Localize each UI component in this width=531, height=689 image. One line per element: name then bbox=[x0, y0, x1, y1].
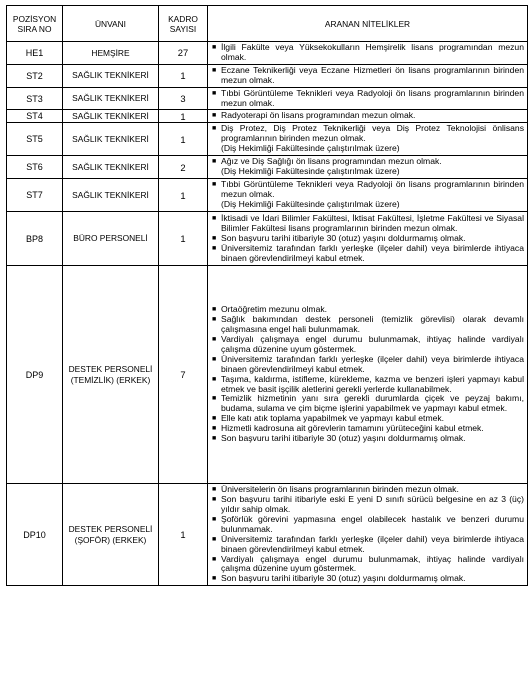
bullet-square-icon: ■ bbox=[212, 395, 217, 403]
requirements-list bbox=[211, 124, 524, 154]
table-row bbox=[7, 110, 528, 123]
requirement-item bbox=[211, 180, 524, 210]
requirements-cell bbox=[208, 42, 528, 65]
position-code: ST6 bbox=[7, 156, 63, 179]
bullet-square-icon: ■ bbox=[212, 435, 217, 443]
requirements-cell bbox=[208, 484, 528, 586]
bullet-square-icon: ■ bbox=[212, 375, 217, 383]
requirements-list bbox=[211, 66, 524, 86]
position-title: SAĞLIK TEKNİKERİ bbox=[63, 156, 159, 179]
requirement-text: Son başvuru tarihi itibariyle 30 (otuz) yaşını doldurmamış olmak. bbox=[221, 433, 466, 444]
requirements-list bbox=[211, 305, 524, 444]
bullet-square-icon: ■ bbox=[212, 66, 217, 74]
requirement-text: İlgili Fakülte veya Yüksekokulların Hemşirelik lisans programından mezun olmak. bbox=[221, 42, 524, 62]
requirement-text: Ağız ve Diş Sağlığı ön lisans programından mezun olmak. bbox=[221, 156, 442, 167]
position-title: DESTEK PERSONELİ (TEMİZLİK) (ERKEK) bbox=[63, 266, 159, 484]
requirement-text: Vardiyalı çalışmaya engel durumu bulunmamak, ihtiyaç halinde vardiyalı çalışma düzenine uyum göstermek. bbox=[221, 334, 524, 354]
position-count: 1 bbox=[159, 484, 208, 586]
requirement-item bbox=[211, 214, 524, 234]
positions-table bbox=[6, 5, 528, 586]
position-code: HE1 bbox=[7, 42, 63, 65]
requirements-cell bbox=[208, 64, 528, 87]
position-title: SAĞLIK TEKNİKERİ bbox=[63, 179, 159, 212]
requirement-text: Eczane Teknikerliği veya Eczane Hizmetleri ön lisans programlarının birinden mezun olmak. bbox=[221, 64, 524, 85]
bullet-square-icon: ■ bbox=[212, 181, 217, 189]
bullet-square-icon: ■ bbox=[212, 515, 217, 523]
header-title: ÜNVANI bbox=[63, 6, 159, 42]
requirement-item bbox=[211, 335, 524, 355]
position-title: SAĞLIK TEKNİKERİ bbox=[63, 110, 159, 123]
position-code: ST2 bbox=[7, 64, 63, 87]
position-title: BÜRO PERSONELİ bbox=[63, 212, 159, 266]
requirement-item bbox=[211, 394, 524, 414]
requirement-item bbox=[211, 375, 524, 395]
requirement-item bbox=[211, 535, 524, 555]
position-count: 1 bbox=[159, 123, 208, 156]
bullet-square-icon: ■ bbox=[212, 44, 217, 51]
requirements-cell bbox=[208, 179, 528, 212]
position-count: 7 bbox=[159, 266, 208, 484]
requirements-list bbox=[211, 43, 524, 63]
bullet-square-icon: ■ bbox=[212, 306, 217, 314]
requirement-item bbox=[211, 315, 524, 335]
requirement-item bbox=[211, 66, 524, 86]
requirement-text: Üniversitemiz tarafından farklı yerleşke (ilçeler dahil) veya birimlerde ihtiyaca binaen görevlendirilmeyi kabul etmek. bbox=[221, 533, 524, 554]
header-requirements: ARANAN NİTELİKLER bbox=[208, 6, 528, 42]
table-row bbox=[7, 179, 528, 212]
position-count: 3 bbox=[159, 87, 208, 110]
bullet-square-icon: ■ bbox=[212, 158, 217, 166]
bullet-square-icon: ■ bbox=[212, 555, 217, 563]
position-title: DESTEK PERSONELİ (ŞOFÖR) (ERKEK) bbox=[63, 484, 159, 586]
requirement-text: Ortaöğretim mezunu olmak. bbox=[221, 304, 328, 315]
requirements-list bbox=[211, 157, 524, 177]
requirements-cell bbox=[208, 87, 528, 110]
position-code: ST5 bbox=[7, 123, 63, 156]
requirements-list bbox=[211, 89, 524, 109]
bullet-square-icon: ■ bbox=[212, 415, 217, 423]
position-count: 27 bbox=[159, 42, 208, 65]
position-count: 1 bbox=[159, 212, 208, 266]
requirements-list bbox=[211, 111, 524, 121]
table-row bbox=[7, 266, 528, 484]
position-code: BP8 bbox=[7, 212, 63, 266]
position-title: SAĞLIK TEKNİKERİ bbox=[63, 87, 159, 110]
bullet-square-icon: ■ bbox=[212, 214, 217, 222]
requirement-text: Elle katı atık toplama yapabilmek ve yapmayı kabul etmek. bbox=[221, 413, 445, 424]
requirement-item bbox=[211, 434, 524, 444]
requirement-item bbox=[211, 515, 524, 535]
requirement-item bbox=[211, 574, 524, 584]
requirements-cell bbox=[208, 123, 528, 156]
table-row bbox=[7, 212, 528, 266]
requirement-item bbox=[211, 244, 524, 264]
requirement-text: Son başvuru tarihi itibariyle eski E yeni D sınıfı sürücü belgesine en az 3 (üç) yıldır sahip olmak. bbox=[221, 494, 524, 514]
table-row bbox=[7, 123, 528, 156]
requirement-text: Tıbbi Görüntüleme Teknikleri veya Radyoloji ön lisans programlarının birinden mezun olmak. bbox=[221, 87, 524, 108]
requirement-text: Tıbbi Görüntüleme Teknikleri veya Radyoloji ön lisans programlarının birinden mezun olmak. bbox=[221, 179, 524, 200]
requirements-cell bbox=[208, 212, 528, 266]
bullet-square-icon: ■ bbox=[212, 316, 217, 324]
bullet-square-icon: ■ bbox=[212, 244, 217, 252]
requirement-item bbox=[211, 89, 524, 109]
table-body bbox=[7, 42, 528, 586]
position-title: HEMŞİRE bbox=[63, 42, 159, 65]
requirements-list bbox=[211, 180, 524, 210]
requirement-text: Üniversitelerin ön lisans programlarının birinden mezun olmak. bbox=[221, 484, 459, 495]
requirements-cell bbox=[208, 110, 528, 123]
position-code: DP10 bbox=[7, 484, 63, 586]
requirement-text: Radyoterapi ön lisans programından mezun olmak. bbox=[221, 110, 416, 121]
table-header-row bbox=[7, 6, 528, 42]
bullet-square-icon: ■ bbox=[212, 535, 217, 543]
requirement-text: Son başvuru tarihi itibariyle 30 (otuz) yaşını doldurmamış olmak. bbox=[221, 232, 466, 243]
position-count: 1 bbox=[159, 110, 208, 123]
requirement-item bbox=[211, 124, 524, 154]
bullet-square-icon: ■ bbox=[212, 496, 217, 504]
bullet-square-icon: ■ bbox=[212, 125, 217, 133]
bullet-square-icon: ■ bbox=[212, 575, 217, 583]
position-title: SAĞLIK TEKNİKERİ bbox=[63, 64, 159, 87]
requirement-text: Hizmetli kadrosuna ait görevlerin tamamını yürüteceğini kabul etmek. bbox=[221, 423, 484, 434]
requirement-text: Üniversitemiz tarafından farklı yerleşke (ilçeler dahil) veya birimlerde ihtiyaca binaen görevlendirilmeyi kabul etmek. bbox=[221, 242, 524, 263]
requirement-text: Şoförlük görevini yapmasına engel olabilecek hastalık ve benzeri durumu bulunmamak. bbox=[221, 513, 524, 534]
header-count: KADRO SAYISI bbox=[159, 6, 208, 42]
requirement-text: Diş Protez, Diş Protez Teknikerliği veya Diş Protez Teknolojisi önlisans programlarının birinden mezun olmak. bbox=[221, 123, 524, 144]
requirements-cell bbox=[208, 266, 528, 484]
requirement-item bbox=[211, 495, 524, 515]
requirement-text: Sağlık bakımından destek personeli (temizlik görevlisi) olarak devamlı çalışmasına engel hali bulunmamak. bbox=[221, 314, 524, 335]
position-code: ST4 bbox=[7, 110, 63, 123]
position-code: ST3 bbox=[7, 87, 63, 110]
position-title: SAĞLIK TEKNİKERİ bbox=[63, 123, 159, 156]
requirement-item bbox=[211, 111, 524, 121]
bullet-square-icon: ■ bbox=[212, 486, 217, 494]
table-row bbox=[7, 484, 528, 586]
bullet-square-icon: ■ bbox=[212, 355, 217, 363]
bullet-square-icon: ■ bbox=[212, 425, 217, 433]
requirement-text: Son başvuru tarihi itibariyle 30 (otuz) yaşını doldurmamış olmak. bbox=[221, 573, 466, 584]
requirements-cell bbox=[208, 156, 528, 179]
requirements-list bbox=[211, 485, 524, 584]
requirement-note: (Diş Hekimliği Fakültesinde çalıştırılmak üzere) bbox=[221, 143, 400, 154]
table-row bbox=[7, 156, 528, 179]
table-row bbox=[7, 87, 528, 110]
position-count: 1 bbox=[159, 64, 208, 87]
position-code: DP9 bbox=[7, 266, 63, 484]
requirement-item bbox=[211, 555, 524, 575]
requirement-text: Üniversitemiz tarafından farklı yerleşke (ilçeler dahil) veya birimlerde ihtiyaca binaen görevlendirilmeyi kabul etmek. bbox=[221, 353, 524, 374]
position-code: ST7 bbox=[7, 179, 63, 212]
requirement-text: Temizlik hizmetinin yanı sıra gerekli durumlarda çiçek ve peyzaj bakımı, budama, sulama ve çim biçme işlerini yapabilmek ve yapmayı kabul etmek. bbox=[221, 393, 524, 414]
requirement-note: (Diş Hekimliği Fakültesinde çalıştırılmak üzere) bbox=[221, 199, 400, 210]
bullet-square-icon: ■ bbox=[212, 336, 217, 344]
bullet-square-icon: ■ bbox=[212, 234, 217, 242]
table-row bbox=[7, 64, 528, 87]
requirement-item bbox=[211, 355, 524, 375]
requirement-text: Taşıma, kaldırma, istifleme, kürekleme, kazma ve benzeri işleri yapmayı kabul etmek ve basit işçilik aletlerini gerekli yerlerde kullanabilmek. bbox=[221, 373, 524, 394]
header-position-code: POZİSYON SIRA NO bbox=[7, 6, 63, 42]
bullet-square-icon: ■ bbox=[212, 112, 217, 120]
requirement-note: (Diş Hekimliği Fakültesinde çalıştırılmak üzere) bbox=[221, 166, 400, 177]
requirement-item bbox=[211, 157, 524, 177]
requirement-text: İktisadi ve İdari Bilimler Fakültesi, İktisat Fakültesi, İşletme Fakültesi ve Siyasal Bilimler Fakültesi lisans programlarının birinden mezun olmak. bbox=[221, 212, 524, 233]
requirement-text: Vardiyalı çalışmaya engel durumu bulunmamak, ihtiyaç halinde vardiyalı çalışma düzenine uyum göstermek. bbox=[221, 553, 524, 574]
position-count: 1 bbox=[159, 179, 208, 212]
table-row bbox=[7, 42, 528, 65]
position-count: 2 bbox=[159, 156, 208, 179]
requirements-list bbox=[211, 214, 524, 264]
bullet-square-icon: ■ bbox=[212, 89, 217, 97]
requirement-item bbox=[211, 43, 524, 63]
